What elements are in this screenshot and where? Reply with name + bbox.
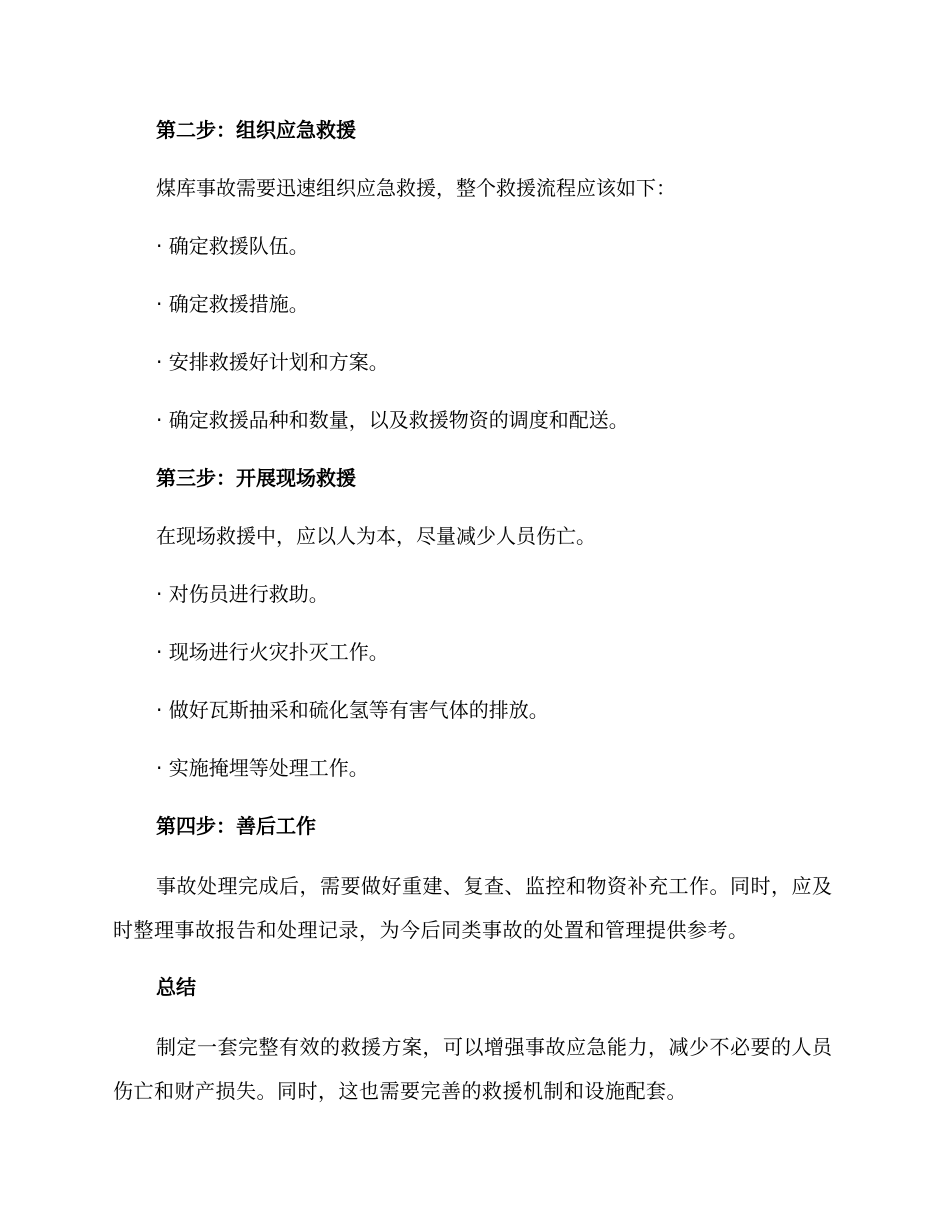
section-intro-step3: 在现场救援中，应以人为本，尽量减少人员伤亡。 xyxy=(156,524,596,548)
list-item: · 确定救援措施。 xyxy=(156,292,309,316)
section-heading-step4: 第四步：善后工作 xyxy=(156,814,316,838)
section-paragraph-summary: 制定一套完整有效的救援方案，可以增强事故应急能力，减少不必要的人员伤亡和财产损失。同时，这也需要完善的救援机制和设施配套。 xyxy=(113,1035,833,1103)
section-heading-step2: 第二步：组织应急救援 xyxy=(156,118,356,142)
document-body xyxy=(113,110,833,1128)
section-heading-summary: 总结 xyxy=(156,975,196,999)
list-item: · 对伤员进行救助。 xyxy=(156,582,329,606)
section-heading-step3: 第三步：开展现场救援 xyxy=(156,466,356,490)
list-item: · 安排救援好计划和方案。 xyxy=(156,350,389,374)
section-intro-step2: 煤库事故需要迅速组织应急救援，整个救援流程应该如下： xyxy=(156,176,676,200)
list-item: · 确定救援队伍。 xyxy=(156,234,309,258)
list-item: · 确定救援品种和数量，以及救援物资的调度和配送。 xyxy=(156,408,629,432)
section-paragraph-step4: 事故处理完成后，需要做好重建、复查、监控和物资补充工作。同时，应及时整理事故报告和处理记录，为今后同类事故的处置和管理提供参考。 xyxy=(113,874,833,942)
list-item: · 做好瓦斯抽采和硫化氢等有害气体的排放。 xyxy=(156,698,549,722)
list-item: · 现场进行火灾扑灭工作。 xyxy=(156,640,389,664)
list-item: · 实施掩埋等处理工作。 xyxy=(156,756,369,780)
